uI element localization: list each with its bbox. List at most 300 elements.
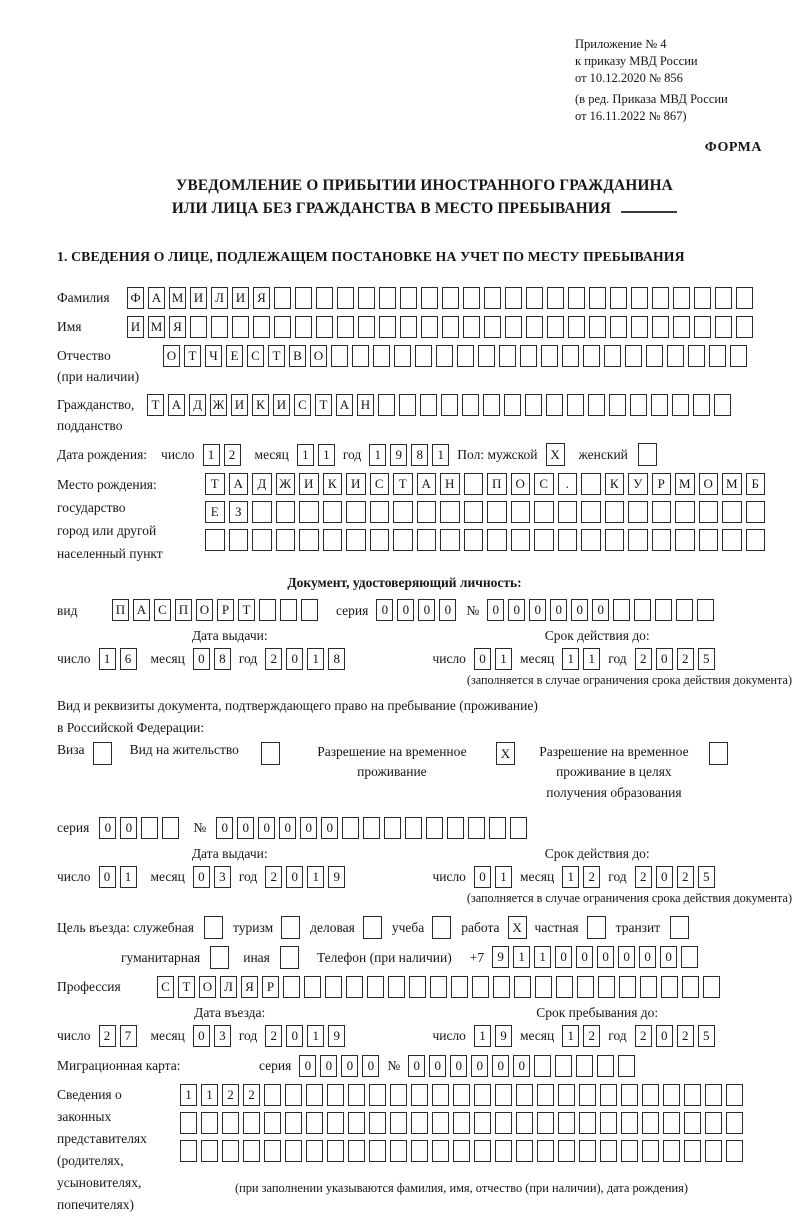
char-cell[interactable] [327, 1112, 344, 1134]
char-cell[interactable] [682, 976, 699, 998]
char-cell[interactable]: 2 [677, 1025, 694, 1047]
char-cell[interactable] [379, 287, 396, 309]
char-cell[interactable]: А [417, 473, 437, 495]
char-cell[interactable] [352, 345, 369, 367]
char-cell[interactable]: 0 [193, 648, 210, 670]
char-cell[interactable] [621, 1140, 638, 1162]
char-cell[interactable] [222, 1112, 239, 1134]
char-cell[interactable] [526, 316, 543, 338]
char-cell[interactable] [547, 287, 564, 309]
char-cell[interactable] [676, 599, 693, 621]
char-cell[interactable] [432, 1084, 449, 1106]
char-cell[interactable] [640, 976, 657, 998]
char-cell[interactable] [699, 501, 719, 523]
char-cell[interactable] [600, 1112, 617, 1134]
char-cell[interactable] [393, 529, 413, 551]
char-cell[interactable] [393, 501, 413, 523]
char-cell[interactable] [493, 976, 510, 998]
char-cell[interactable]: 0 [286, 648, 303, 670]
char-cell[interactable] [274, 316, 291, 338]
char-cell[interactable]: Р [217, 599, 234, 621]
char-cell[interactable]: В [289, 345, 306, 367]
char-cell[interactable] [634, 599, 651, 621]
char-cell[interactable] [613, 599, 630, 621]
char-cell[interactable]: 0 [571, 599, 588, 621]
char-cell[interactable]: 2 [243, 1084, 260, 1106]
char-cell[interactable] [346, 976, 363, 998]
char-cell[interactable] [388, 976, 405, 998]
char-cell[interactable]: 0 [555, 946, 572, 968]
char-cell[interactable] [715, 287, 732, 309]
char-cell[interactable] [525, 394, 542, 416]
char-cell[interactable] [204, 916, 223, 939]
char-cell[interactable]: О [699, 473, 719, 495]
char-cell[interactable] [652, 316, 669, 338]
char-cell[interactable] [299, 501, 319, 523]
char-cell[interactable]: И [127, 316, 144, 338]
char-cell[interactable]: 0 [471, 1055, 488, 1077]
char-cell[interactable] [610, 287, 627, 309]
char-cell[interactable]: 1 [432, 444, 449, 466]
char-cell[interactable] [264, 1140, 281, 1162]
char-cell[interactable]: А [336, 394, 353, 416]
char-cell[interactable] [306, 1084, 323, 1106]
char-cell[interactable] [474, 1084, 491, 1106]
char-cell[interactable] [370, 501, 390, 523]
char-cell[interactable]: 1 [201, 1084, 218, 1106]
char-cell[interactable] [399, 394, 416, 416]
char-cell[interactable] [472, 976, 489, 998]
char-cell[interactable] [274, 287, 291, 309]
char-cell[interactable]: Е [226, 345, 243, 367]
char-cell[interactable]: 2 [99, 1025, 116, 1047]
char-cell[interactable] [579, 1084, 596, 1106]
char-cell[interactable] [495, 1112, 512, 1134]
char-cell[interactable]: М [722, 473, 742, 495]
char-cell[interactable] [514, 976, 531, 998]
char-cell[interactable]: 0 [237, 817, 254, 839]
char-cell[interactable] [600, 1084, 617, 1106]
char-cell[interactable] [474, 1112, 491, 1134]
char-cell[interactable] [295, 316, 312, 338]
char-cell[interactable] [558, 1112, 575, 1134]
char-cell[interactable]: 1 [307, 1025, 324, 1047]
char-cell[interactable] [625, 345, 642, 367]
char-cell[interactable]: 1 [369, 444, 386, 466]
char-cell[interactable] [681, 946, 698, 968]
char-cell[interactable] [484, 287, 501, 309]
char-cell[interactable]: 8 [214, 648, 231, 670]
char-cell[interactable]: Е [205, 501, 225, 523]
char-cell[interactable] [699, 529, 719, 551]
char-cell[interactable] [705, 1084, 722, 1106]
char-cell[interactable] [694, 316, 711, 338]
char-cell[interactable]: 0 [660, 946, 677, 968]
char-cell[interactable]: Т [315, 394, 332, 416]
char-cell[interactable]: И [273, 394, 290, 416]
char-cell[interactable] [363, 916, 382, 939]
char-cell[interactable]: 9 [390, 444, 407, 466]
char-cell[interactable] [630, 394, 647, 416]
char-cell[interactable] [726, 1112, 743, 1134]
char-cell[interactable]: 1 [180, 1084, 197, 1106]
char-cell[interactable]: 0 [341, 1055, 358, 1077]
char-cell[interactable]: Н [357, 394, 374, 416]
char-cell[interactable]: Ж [210, 394, 227, 416]
char-cell[interactable] [295, 287, 312, 309]
char-cell[interactable]: 2 [265, 648, 282, 670]
char-cell[interactable]: К [605, 473, 625, 495]
char-cell[interactable]: 3 [214, 1025, 231, 1047]
char-cell[interactable] [722, 501, 742, 523]
char-cell[interactable]: 0 [474, 648, 491, 670]
char-cell[interactable]: 0 [408, 1055, 425, 1077]
char-cell[interactable]: 9 [495, 1025, 512, 1047]
char-cell[interactable]: 0 [320, 1055, 337, 1077]
char-cell[interactable]: М [169, 287, 186, 309]
char-cell[interactable] [555, 1055, 572, 1077]
char-cell[interactable]: 8 [328, 648, 345, 670]
char-cell[interactable]: О [196, 599, 213, 621]
char-cell[interactable]: 0 [362, 1055, 379, 1077]
char-cell[interactable] [378, 394, 395, 416]
char-cell[interactable]: О [511, 473, 531, 495]
char-cell[interactable]: 0 [474, 866, 491, 888]
char-cell[interactable] [421, 316, 438, 338]
char-cell[interactable]: 2 [635, 648, 652, 670]
char-cell[interactable] [558, 529, 578, 551]
char-cell[interactable]: 2 [635, 1025, 652, 1047]
char-cell[interactable] [211, 316, 228, 338]
char-cell[interactable] [638, 443, 657, 466]
char-cell[interactable] [605, 529, 625, 551]
char-cell[interactable]: 1 [203, 444, 220, 466]
char-cell[interactable]: П [487, 473, 507, 495]
char-cell[interactable]: Я [241, 976, 258, 998]
char-cell[interactable] [667, 345, 684, 367]
char-cell[interactable] [746, 501, 766, 523]
char-cell[interactable]: 3 [214, 866, 231, 888]
char-cell[interactable]: 9 [328, 866, 345, 888]
char-cell[interactable]: Ф [127, 287, 144, 309]
char-cell[interactable] [730, 345, 747, 367]
char-cell[interactable] [705, 1140, 722, 1162]
char-cell[interactable]: 2 [583, 866, 600, 888]
char-cell[interactable]: 0 [656, 866, 673, 888]
char-cell[interactable] [589, 316, 606, 338]
char-cell[interactable]: 1 [120, 866, 137, 888]
char-cell[interactable] [546, 394, 563, 416]
char-cell[interactable] [358, 287, 375, 309]
char-cell[interactable] [709, 742, 728, 765]
char-cell[interactable] [579, 1140, 596, 1162]
char-cell[interactable] [394, 345, 411, 367]
char-cell[interactable] [684, 1112, 701, 1134]
char-cell[interactable] [534, 1055, 551, 1077]
char-cell[interactable]: 2 [677, 648, 694, 670]
char-cell[interactable] [499, 345, 516, 367]
char-cell[interactable] [684, 1084, 701, 1106]
char-cell[interactable] [577, 976, 594, 998]
char-cell[interactable] [646, 345, 663, 367]
char-cell[interactable] [541, 345, 558, 367]
char-cell[interactable] [285, 1112, 302, 1134]
char-cell[interactable]: 9 [328, 1025, 345, 1047]
char-cell[interactable] [363, 817, 380, 839]
char-cell[interactable] [558, 501, 578, 523]
char-cell[interactable]: И [231, 394, 248, 416]
char-cell[interactable] [562, 345, 579, 367]
char-cell[interactable] [464, 501, 484, 523]
char-cell[interactable] [605, 501, 625, 523]
char-cell[interactable] [379, 316, 396, 338]
char-cell[interactable]: 0 [656, 1025, 673, 1047]
char-cell[interactable] [621, 1084, 638, 1106]
char-cell[interactable]: Л [220, 976, 237, 998]
char-cell[interactable] [688, 345, 705, 367]
char-cell[interactable] [568, 316, 585, 338]
char-cell[interactable]: К [252, 394, 269, 416]
char-cell[interactable]: Т [205, 473, 225, 495]
char-cell[interactable] [426, 817, 443, 839]
char-cell[interactable]: 0 [439, 599, 456, 621]
char-cell[interactable] [511, 529, 531, 551]
char-cell[interactable] [373, 345, 390, 367]
char-cell[interactable] [342, 817, 359, 839]
char-cell[interactable] [464, 473, 484, 495]
char-cell[interactable]: У [628, 473, 648, 495]
char-cell[interactable]: Я [253, 287, 270, 309]
char-cell[interactable] [370, 529, 390, 551]
char-cell[interactable] [661, 976, 678, 998]
char-cell[interactable]: З [229, 501, 249, 523]
char-cell[interactable] [628, 529, 648, 551]
char-cell[interactable] [604, 345, 621, 367]
char-cell[interactable] [348, 1112, 365, 1134]
char-cell[interactable] [631, 316, 648, 338]
char-cell[interactable] [253, 316, 270, 338]
char-cell[interactable] [327, 1084, 344, 1106]
char-cell[interactable]: С [247, 345, 264, 367]
char-cell[interactable] [583, 345, 600, 367]
char-cell[interactable] [609, 394, 626, 416]
char-cell[interactable]: 1 [562, 866, 579, 888]
char-cell[interactable] [316, 316, 333, 338]
char-cell[interactable] [516, 1084, 533, 1106]
char-cell[interactable]: П [175, 599, 192, 621]
char-cell[interactable] [348, 1140, 365, 1162]
char-cell[interactable]: 1 [318, 444, 335, 466]
char-cell[interactable]: X [508, 916, 527, 939]
char-cell[interactable] [436, 345, 453, 367]
char-cell[interactable] [589, 287, 606, 309]
char-cell[interactable] [201, 1140, 218, 1162]
char-cell[interactable]: Б [746, 473, 766, 495]
char-cell[interactable] [547, 316, 564, 338]
char-cell[interactable] [390, 1112, 407, 1134]
char-cell[interactable] [558, 1140, 575, 1162]
char-cell[interactable]: 0 [429, 1055, 446, 1077]
char-cell[interactable] [190, 316, 207, 338]
char-cell[interactable] [348, 1084, 365, 1106]
char-cell[interactable] [537, 1084, 554, 1106]
char-cell[interactable]: 1 [562, 648, 579, 670]
char-cell[interactable] [534, 529, 554, 551]
char-cell[interactable] [520, 345, 537, 367]
char-cell[interactable]: 2 [265, 866, 282, 888]
char-cell[interactable]: 0 [286, 866, 303, 888]
char-cell[interactable]: 0 [492, 1055, 509, 1077]
char-cell[interactable]: 0 [300, 817, 317, 839]
char-cell[interactable]: 0 [656, 648, 673, 670]
char-cell[interactable]: 1 [495, 648, 512, 670]
char-cell[interactable]: Ж [276, 473, 296, 495]
char-cell[interactable] [301, 599, 318, 621]
char-cell[interactable] [736, 316, 753, 338]
char-cell[interactable]: О [199, 976, 216, 998]
char-cell[interactable] [331, 345, 348, 367]
char-cell[interactable] [579, 1112, 596, 1134]
char-cell[interactable] [337, 316, 354, 338]
char-cell[interactable] [581, 501, 601, 523]
char-cell[interactable] [415, 345, 432, 367]
char-cell[interactable] [487, 529, 507, 551]
char-cell[interactable]: А [148, 287, 165, 309]
char-cell[interactable]: 0 [321, 817, 338, 839]
char-cell[interactable] [323, 501, 343, 523]
char-cell[interactable]: 0 [299, 1055, 316, 1077]
char-cell[interactable]: Т [147, 394, 164, 416]
char-cell[interactable]: И [346, 473, 366, 495]
char-cell[interactable] [510, 817, 527, 839]
char-cell[interactable] [726, 1084, 743, 1106]
char-cell[interactable] [505, 287, 522, 309]
char-cell[interactable] [655, 599, 672, 621]
char-cell[interactable] [652, 287, 669, 309]
char-cell[interactable] [346, 529, 366, 551]
char-cell[interactable] [534, 501, 554, 523]
char-cell[interactable] [440, 529, 460, 551]
char-cell[interactable]: 0 [487, 599, 504, 621]
char-cell[interactable] [306, 1140, 323, 1162]
char-cell[interactable] [537, 1112, 554, 1134]
char-cell[interactable] [694, 287, 711, 309]
char-cell[interactable]: Т [393, 473, 413, 495]
char-cell[interactable] [432, 1112, 449, 1134]
char-cell[interactable] [417, 529, 437, 551]
char-cell[interactable] [495, 1140, 512, 1162]
char-cell[interactable] [201, 1112, 218, 1134]
char-cell[interactable] [715, 316, 732, 338]
char-cell[interactable]: Т [238, 599, 255, 621]
char-cell[interactable]: С [370, 473, 390, 495]
char-cell[interactable]: И [232, 287, 249, 309]
char-cell[interactable] [400, 316, 417, 338]
char-cell[interactable] [672, 394, 689, 416]
char-cell[interactable] [463, 287, 480, 309]
char-cell[interactable] [432, 916, 451, 939]
char-cell[interactable] [673, 287, 690, 309]
char-cell[interactable]: 7 [120, 1025, 137, 1047]
char-cell[interactable] [483, 394, 500, 416]
char-cell[interactable] [411, 1084, 428, 1106]
char-cell[interactable]: А [168, 394, 185, 416]
char-cell[interactable] [276, 529, 296, 551]
char-cell[interactable] [726, 1140, 743, 1162]
char-cell[interactable]: 2 [677, 866, 694, 888]
char-cell[interactable] [703, 976, 720, 998]
char-cell[interactable] [675, 501, 695, 523]
char-cell[interactable]: Р [262, 976, 279, 998]
char-cell[interactable] [619, 976, 636, 998]
char-cell[interactable] [651, 394, 668, 416]
char-cell[interactable] [306, 1112, 323, 1134]
char-cell[interactable]: 2 [583, 1025, 600, 1047]
char-cell[interactable] [252, 501, 272, 523]
char-cell[interactable] [588, 394, 605, 416]
char-cell[interactable]: Д [189, 394, 206, 416]
char-cell[interactable] [462, 394, 479, 416]
char-cell[interactable] [346, 501, 366, 523]
char-cell[interactable] [587, 916, 606, 939]
char-cell[interactable] [432, 1140, 449, 1162]
char-cell[interactable]: 5 [698, 648, 715, 670]
char-cell[interactable]: 0 [286, 1025, 303, 1047]
char-cell[interactable] [441, 394, 458, 416]
char-cell[interactable]: 1 [562, 1025, 579, 1047]
char-cell[interactable]: О [310, 345, 327, 367]
char-cell[interactable] [442, 316, 459, 338]
char-cell[interactable] [304, 976, 321, 998]
char-cell[interactable]: Н [440, 473, 460, 495]
char-cell[interactable] [489, 817, 506, 839]
char-cell[interactable] [567, 394, 584, 416]
char-cell[interactable] [736, 287, 753, 309]
char-cell[interactable] [390, 1084, 407, 1106]
char-cell[interactable]: 0 [376, 599, 393, 621]
char-cell[interactable]: 2 [635, 866, 652, 888]
char-cell[interactable]: С [294, 394, 311, 416]
char-cell[interactable] [369, 1084, 386, 1106]
char-cell[interactable] [367, 976, 384, 998]
char-cell[interactable]: С [154, 599, 171, 621]
char-cell[interactable] [663, 1084, 680, 1106]
char-cell[interactable] [283, 976, 300, 998]
char-cell[interactable]: А [133, 599, 150, 621]
char-cell[interactable] [516, 1112, 533, 1134]
char-cell[interactable]: И [190, 287, 207, 309]
char-cell[interactable] [229, 529, 249, 551]
char-cell[interactable] [474, 1140, 491, 1162]
char-cell[interactable] [232, 316, 249, 338]
char-cell[interactable] [421, 287, 438, 309]
char-cell[interactable]: М [675, 473, 695, 495]
char-cell[interactable] [358, 316, 375, 338]
char-cell[interactable]: Д [252, 473, 272, 495]
char-cell[interactable] [369, 1140, 386, 1162]
char-cell[interactable] [440, 501, 460, 523]
char-cell[interactable]: 2 [265, 1025, 282, 1047]
char-cell[interactable]: 0 [597, 946, 614, 968]
char-cell[interactable] [526, 287, 543, 309]
char-cell[interactable] [447, 817, 464, 839]
char-cell[interactable] [714, 394, 731, 416]
char-cell[interactable] [299, 529, 319, 551]
char-cell[interactable] [323, 529, 343, 551]
char-cell[interactable] [652, 529, 672, 551]
char-cell[interactable] [285, 1084, 302, 1106]
char-cell[interactable]: 9 [492, 946, 509, 968]
